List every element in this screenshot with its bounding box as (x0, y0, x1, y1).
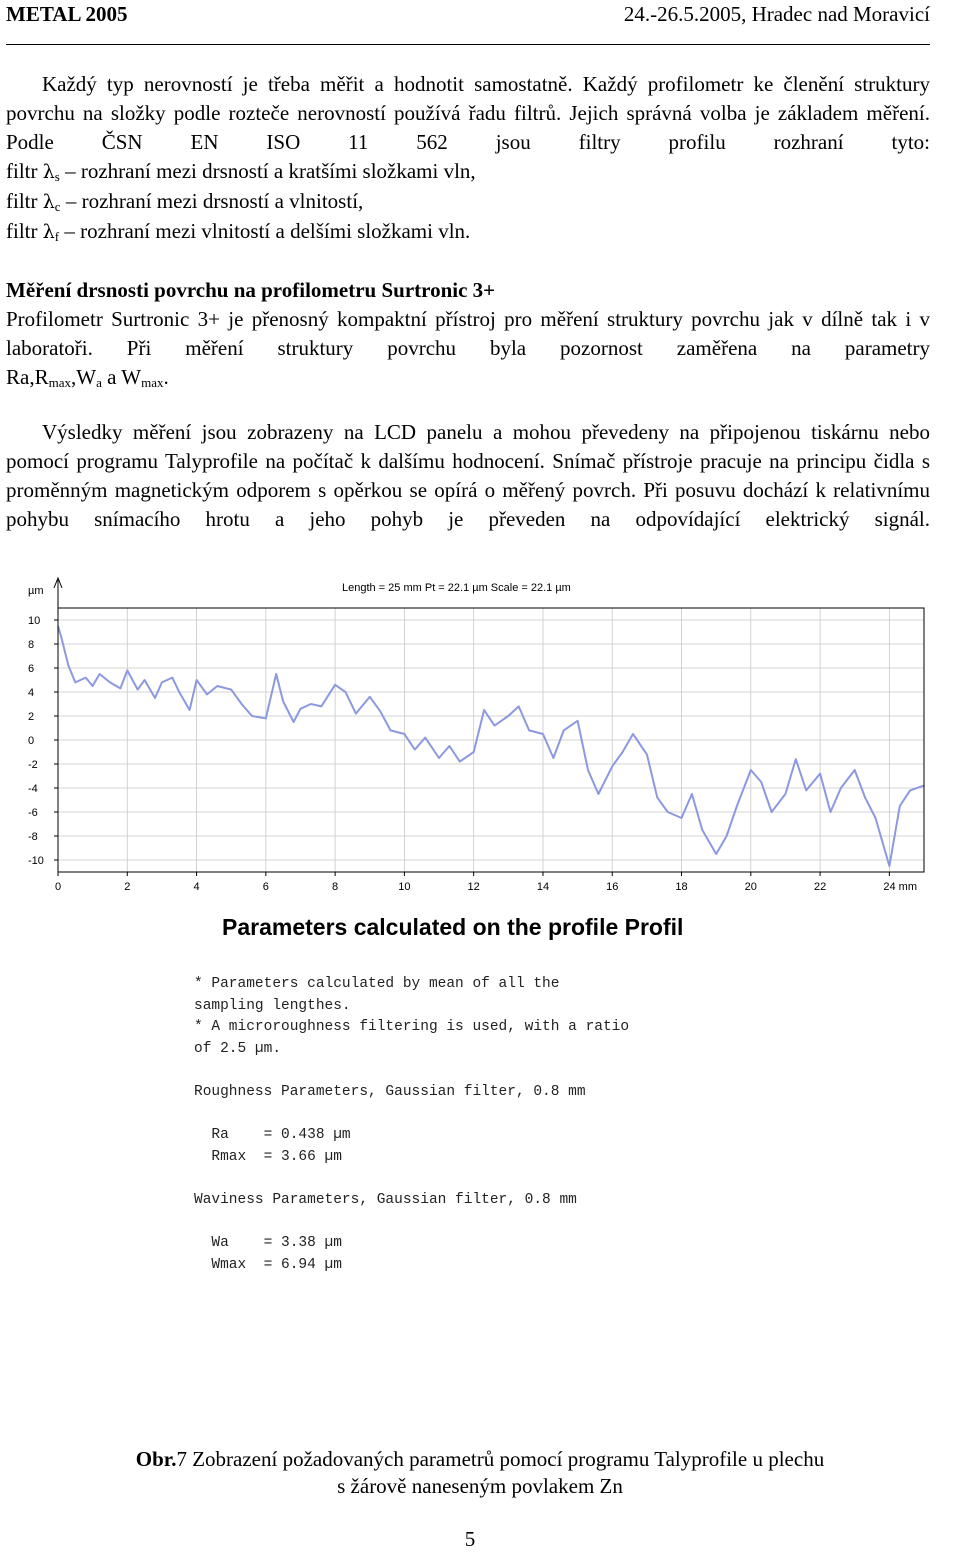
note-line: * A microroughness filtering is used, with a ratio (194, 1019, 630, 1036)
rmax-value: Rmax = 3.66 µm (194, 1148, 342, 1165)
y-tick-label: -6 (28, 807, 38, 819)
conference-date-place: 24.-26.5.2005, Hradec nad Moravicí (623, 2, 930, 26)
caption-line-1: Obr.7 Zobrazení požadovaných parametrů pomocí programu Talyprofile u plechu (135, 1447, 825, 1471)
filter-item-c: filtr $\lambda_c$ – rozhraní mezi drsností a vlnitostí, (6, 189, 364, 214)
chart-grid (58, 608, 924, 872)
page-header (6, 0, 930, 45)
y-tick-label: 8 (28, 639, 35, 651)
x-tick-label: 4 (193, 881, 200, 893)
figure-caption (0, 1446, 960, 1500)
filter-list (6, 157, 930, 247)
y-tick-label: -4 (28, 783, 38, 795)
x-tick-label: 22 (813, 881, 827, 893)
page-number: 5 (464, 1527, 476, 1551)
y-tick-label: -2 (28, 759, 38, 771)
wa-value: Wa = 3.38 µm (194, 1235, 342, 1251)
y-tick-label: 6 (28, 663, 35, 675)
section-paragraph-2: Výsledky měření jsou zobrazeny na LCD panelu a mohou převedeny na připojenou tiskárnu nebo pomocí programu Talyprofile na počítač k dalšímu hodnocení. Snímač přístroje pracuje na principu čidla s proměnným magnetickým odporem s opěrkou se opírá o měřený povrch. Při posuvu dochází k relativnímu pohybu snímacího hrotu a jeho pohyb je převeden na odpovídající elektrický signál. (6, 420, 930, 531)
intro-paragraph: Každý typ nerovností je třeba měřit a hodnotit samostatně. Každý profilometr ke členění struktury povrchu na složky podle rozteče nerovností používá řadu filtrů. Jejich správná volba je základem měření. Podle ČSN EN ISO 11 562 jsou filtry profilu rozhraní tyto: (6, 72, 930, 154)
wmax-value: Wmax = 6.94 µm (194, 1256, 342, 1273)
y-tick-label: 4 (28, 687, 35, 699)
x-tick-label: 14 (536, 881, 550, 893)
y-tick-label: 10 (28, 615, 41, 627)
parameter-list: $Ra,R_{max},W_a$ a $W_{max}$. (6, 365, 169, 390)
waviness-values (194, 1233, 342, 1276)
section-heading: Měření drsnosti povrchu na profilometru Surtronic 3+ (6, 278, 496, 302)
x-tick-label: 10 (398, 881, 411, 893)
y-tick-label: -10 (28, 855, 44, 867)
x-tick-label: 8 (332, 881, 339, 893)
chart-title: Length = 25 mm Pt = 22.1 µm Scale = 22.1 µm (342, 582, 571, 594)
roughness-values (194, 1125, 351, 1168)
x-tick-label: 12 (467, 881, 480, 893)
x-tick-label: 24 mm (883, 881, 917, 893)
profile-line (58, 626, 924, 866)
x-tick-label: 2 (124, 881, 131, 893)
results-title: Parameters calculated on the profile Profil (222, 914, 684, 940)
y-tick-label: 2 (28, 711, 35, 723)
chart-series (58, 626, 924, 866)
x-tick-label: 16 (606, 881, 619, 893)
x-tick-label: 0 (54, 881, 62, 893)
ra-value: Ra = 0.438 µm (194, 1127, 351, 1143)
note-line: sampling lengthes. (194, 997, 351, 1014)
caption-label: Obr. (135, 1447, 177, 1471)
caption-line-2: s žárově naneseným povlakem Zn (337, 1474, 623, 1498)
profile-chart (0, 570, 960, 900)
waviness-title: Waviness Parameters, Gaussian filter, 0.8 mm (194, 1192, 577, 1208)
section-paragraph-1: Profilometr Surtronic 3+ je přenosný kompaktní přístroj pro měření struktury povrchu jak v dílně tak i v laboratoři. Při měření struktury povrchu byla pozornost zaměřena na parametry (6, 307, 930, 360)
y-tick-label: 0 (28, 735, 35, 747)
x-tick-labels (55, 881, 917, 893)
x-tick-label: 6 (262, 881, 269, 893)
y-axis-unit: µm (28, 585, 44, 597)
y-tick-label: -8 (28, 831, 38, 843)
filter-item-f: filtr $\lambda_f$ – rozhraní mezi vlnitostí a delšími složkami vln. (6, 219, 471, 244)
filter-item-s: filtr $\lambda_s$ – rozhraní mezi drsností a kratšími složkami vln, (6, 159, 476, 184)
x-tick-label: 20 (744, 881, 757, 893)
chart-axes (54, 578, 924, 876)
caption-number: 7 (176, 1447, 187, 1471)
note-line: * Parameters calculated by mean of all the (194, 976, 560, 992)
results-notes (194, 974, 629, 1061)
y-tick-labels (28, 615, 44, 867)
roughness-title: Roughness Parameters, Gaussian filter, 0.8 mm (194, 1084, 586, 1100)
x-tick-label: 18 (675, 881, 688, 893)
note-line: of 2.5 µm. (194, 1041, 282, 1058)
conference-name: METAL 2005 (6, 2, 128, 26)
